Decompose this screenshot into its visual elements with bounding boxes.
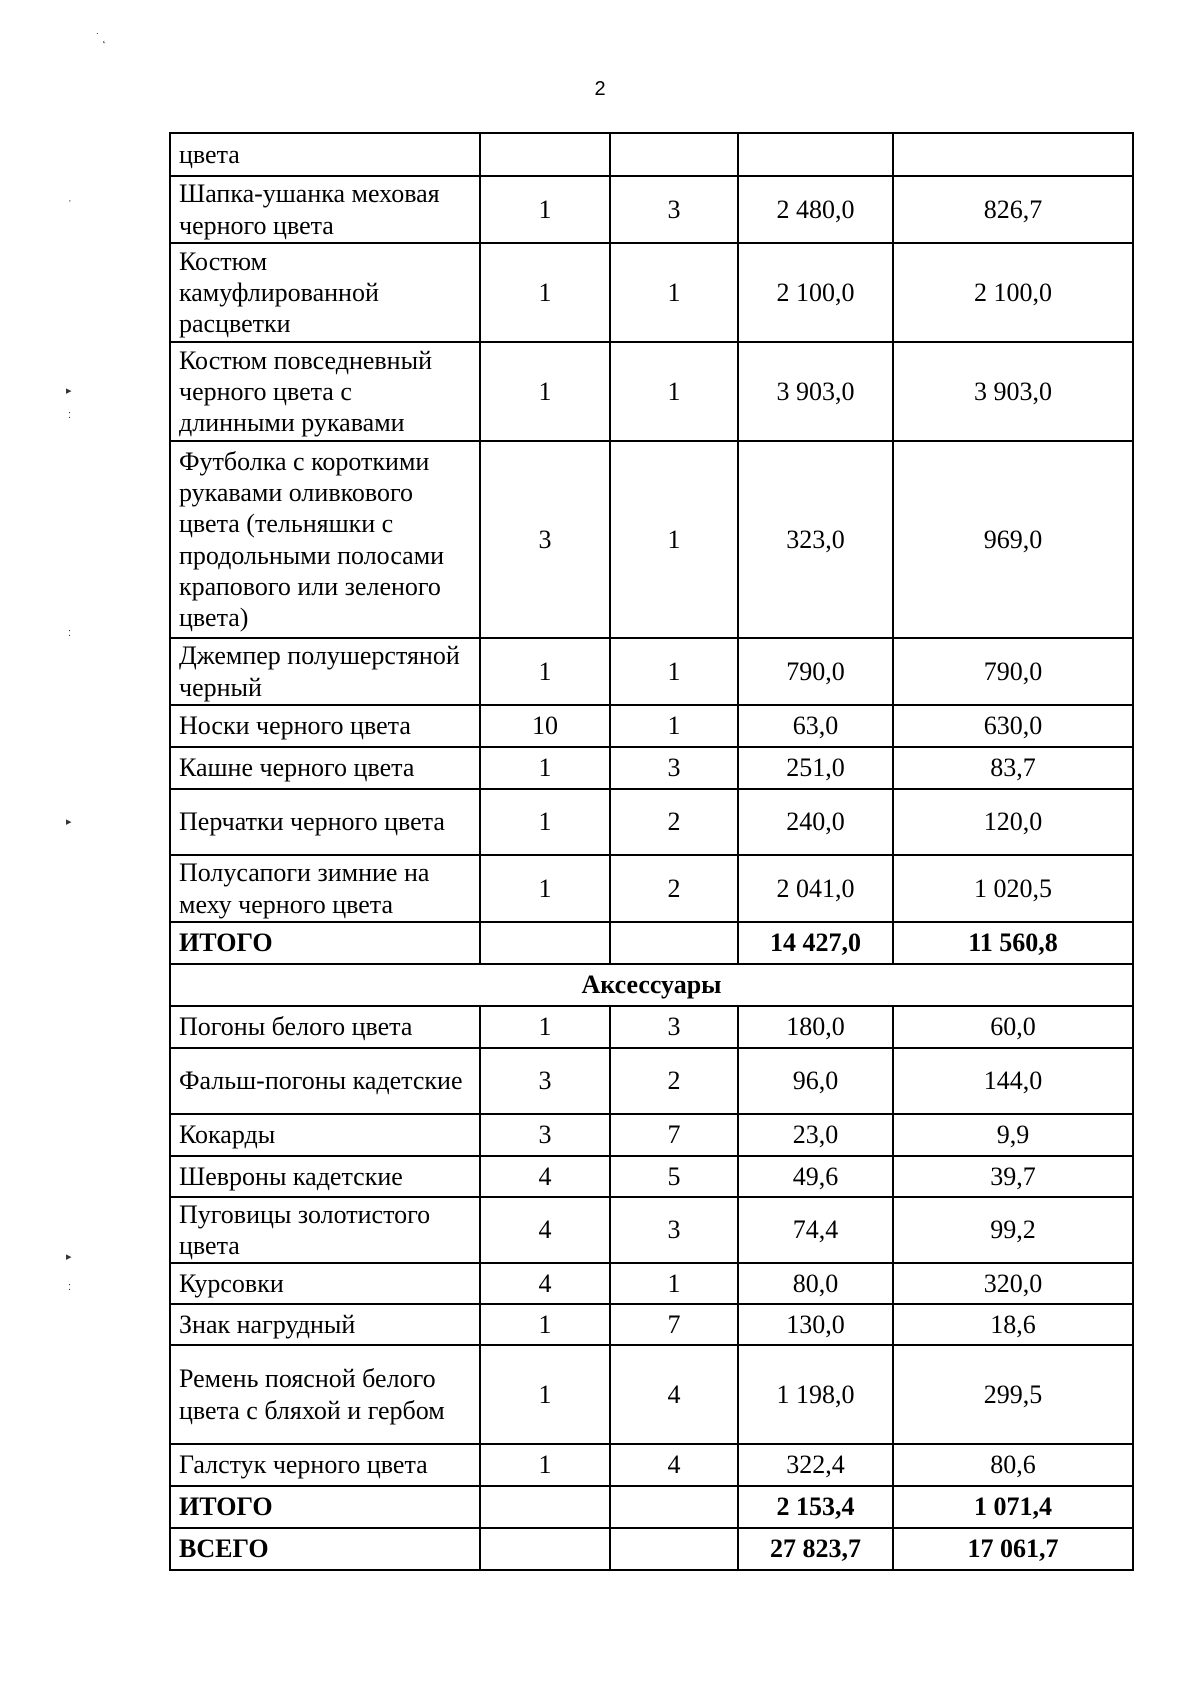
grand-total-label: ВСЕГО xyxy=(170,1528,480,1570)
quantity-cell: 4 xyxy=(480,1263,610,1304)
price-cell: 240,0 xyxy=(738,789,893,855)
item-name-cell: Костюм камуфлированной расцветки xyxy=(170,243,480,342)
item-name-cell: Джемпер полушерстяной черный xyxy=(170,638,480,705)
wear-period-cell: 1 xyxy=(610,1263,738,1304)
price-cell: 2 100,0 xyxy=(738,243,893,342)
annual-cost-cell: 299,5 xyxy=(893,1345,1133,1444)
scan-speck: ˙ ˛ xyxy=(96,32,107,44)
annual-cost-cell: 630,0 xyxy=(893,705,1133,747)
wear-period-cell: 3 xyxy=(610,1006,738,1048)
table-row xyxy=(170,1263,1133,1304)
scan-speck: : xyxy=(68,409,72,421)
price-cell: 130,0 xyxy=(738,1304,893,1345)
scan-speck: · xyxy=(68,195,72,207)
total-price-cell: 14 427,0 xyxy=(738,922,893,964)
grand-total-price-cell: 27 823,7 xyxy=(738,1528,893,1570)
annual-cost-cell: 39,7 xyxy=(893,1156,1133,1197)
quantity-cell xyxy=(480,1528,610,1570)
total-label: ИТОГО xyxy=(170,922,480,964)
wear-period-cell: 7 xyxy=(610,1304,738,1345)
price-cell: 49,6 xyxy=(738,1156,893,1197)
price-cell: 96,0 xyxy=(738,1048,893,1114)
table-row xyxy=(170,1114,1133,1156)
quantity-cell: 1 xyxy=(480,1304,610,1345)
wear-period-cell: 3 xyxy=(610,176,738,243)
table-row xyxy=(170,855,1133,922)
price-cell: 1 198,0 xyxy=(738,1345,893,1444)
quantity-cell: 1 xyxy=(480,1444,610,1486)
quantity-cell: 3 xyxy=(480,1114,610,1156)
table-row xyxy=(170,441,1133,638)
item-name-cell: Фальш-погоны кадетские xyxy=(170,1048,480,1114)
wear-period-cell: 1 xyxy=(610,342,738,441)
wear-period-cell: 4 xyxy=(610,1444,738,1486)
wear-period-cell: 2 xyxy=(610,789,738,855)
quantity-cell: 10 xyxy=(480,705,610,747)
subtotal-row xyxy=(170,922,1133,964)
table-row xyxy=(170,133,1133,176)
wear-period-cell: 1 xyxy=(610,705,738,747)
table-row xyxy=(170,638,1133,705)
quantity-cell xyxy=(480,922,610,964)
table-row xyxy=(170,1197,1133,1263)
annual-cost-cell: 3 903,0 xyxy=(893,342,1133,441)
price-cell: 3 903,0 xyxy=(738,342,893,441)
annual-cost-cell: 9,9 xyxy=(893,1114,1133,1156)
annual-cost-cell: 969,0 xyxy=(893,441,1133,638)
table-row xyxy=(170,1345,1133,1444)
item-name-cell: Знак нагрудный xyxy=(170,1304,480,1345)
annual-cost-cell: 99,2 xyxy=(893,1197,1133,1263)
price-cell: 2 041,0 xyxy=(738,855,893,922)
quantity-cell: 1 xyxy=(480,243,610,342)
annual-cost-cell: 83,7 xyxy=(893,747,1133,789)
item-name-cell: Пуговицы золотистого цвета xyxy=(170,1197,480,1263)
wear-period-cell xyxy=(610,133,738,176)
item-name-cell: Перчатки черного цвета xyxy=(170,789,480,855)
annual-cost-cell: 790,0 xyxy=(893,638,1133,705)
price-cell: 23,0 xyxy=(738,1114,893,1156)
quantity-cell: 4 xyxy=(480,1197,610,1263)
grand-total-annual-cost-cell: 17 061,7 xyxy=(893,1528,1133,1570)
section-title: Аксессуары xyxy=(170,964,1133,1006)
price-cell: 251,0 xyxy=(738,747,893,789)
table-row xyxy=(170,1156,1133,1197)
quantity-cell: 4 xyxy=(480,1156,610,1197)
annual-cost-cell: 2 100,0 xyxy=(893,243,1133,342)
annual-cost-cell: 1 020,5 xyxy=(893,855,1133,922)
table-row xyxy=(170,705,1133,747)
quantity-cell: 1 xyxy=(480,789,610,855)
quantity-cell: 1 xyxy=(480,1006,610,1048)
wear-period-cell: 1 xyxy=(610,638,738,705)
items-table xyxy=(169,132,1134,1571)
item-name-cell: Шапка-ушанка меховая черного цвета xyxy=(170,176,480,243)
item-name-cell: Кокарды xyxy=(170,1114,480,1156)
annual-cost-cell xyxy=(893,133,1133,176)
wear-period-cell: 5 xyxy=(610,1156,738,1197)
annual-cost-cell: 18,6 xyxy=(893,1304,1133,1345)
quantity-cell xyxy=(480,133,610,176)
annual-cost-cell: 120,0 xyxy=(893,789,1133,855)
wear-period-cell: 4 xyxy=(610,1345,738,1444)
annual-cost-cell: 80,6 xyxy=(893,1444,1133,1486)
annual-cost-cell: 320,0 xyxy=(893,1263,1133,1304)
table-row xyxy=(170,1304,1133,1345)
total-annual-cost-cell: 1 071,4 xyxy=(893,1486,1133,1528)
item-name-cell: Шевроны кадетские xyxy=(170,1156,480,1197)
annual-cost-cell: 144,0 xyxy=(893,1048,1133,1114)
item-name-cell: цвета xyxy=(170,133,480,176)
total-annual-cost-cell: 11 560,8 xyxy=(893,922,1133,964)
item-name-cell: Курсовки xyxy=(170,1263,480,1304)
table-row xyxy=(170,747,1133,789)
item-name-cell: Носки черного цвета xyxy=(170,705,480,747)
scan-speck: ▸ xyxy=(66,385,72,397)
annual-cost-cell: 826,7 xyxy=(893,176,1133,243)
item-name-cell: Костюм повседневный черного цвета с длинными рукавами xyxy=(170,342,480,441)
grand-total-row xyxy=(170,1528,1133,1570)
wear-period-cell xyxy=(610,1486,738,1528)
scan-speck: ▸ xyxy=(66,816,72,828)
price-cell: 80,0 xyxy=(738,1263,893,1304)
item-name-cell: Ремень поясной белого цвета с бляхой и гербом xyxy=(170,1345,480,1444)
price-cell: 322,4 xyxy=(738,1444,893,1486)
annual-cost-cell: 60,0 xyxy=(893,1006,1133,1048)
table-row xyxy=(170,243,1133,342)
items-table-body xyxy=(170,133,1133,1570)
quantity-cell: 1 xyxy=(480,747,610,789)
wear-period-cell xyxy=(610,1528,738,1570)
price-cell: 74,4 xyxy=(738,1197,893,1263)
wear-period-cell: 2 xyxy=(610,1048,738,1114)
price-cell: 790,0 xyxy=(738,638,893,705)
quantity-cell xyxy=(480,1486,610,1528)
table-row xyxy=(170,1006,1133,1048)
item-name-cell: Галстук черного цвета xyxy=(170,1444,480,1486)
scan-speck: ▸ xyxy=(66,1251,72,1263)
price-cell: 323,0 xyxy=(738,441,893,638)
scan-speck: : xyxy=(68,627,72,639)
quantity-cell: 1 xyxy=(480,855,610,922)
price-cell: 2 480,0 xyxy=(738,176,893,243)
quantity-cell: 1 xyxy=(480,638,610,705)
wear-period-cell: 1 xyxy=(610,243,738,342)
item-name-cell: Кашне черного цвета xyxy=(170,747,480,789)
total-label: ИТОГО xyxy=(170,1486,480,1528)
wear-period-cell: 3 xyxy=(610,1197,738,1263)
wear-period-cell: 7 xyxy=(610,1114,738,1156)
quantity-cell: 3 xyxy=(480,441,610,638)
table-row xyxy=(170,176,1133,243)
page-number: 2 xyxy=(594,78,606,100)
table-row xyxy=(170,342,1133,441)
total-price-cell: 2 153,4 xyxy=(738,1486,893,1528)
item-name-cell: Футболка с короткими рукавами оливкового цвета (тельняшки с продольными полосами крапового или зеленого цвета) xyxy=(170,441,480,638)
item-name-cell: Погоны белого цвета xyxy=(170,1006,480,1048)
price-cell xyxy=(738,133,893,176)
subtotal-row xyxy=(170,1486,1133,1528)
price-cell: 180,0 xyxy=(738,1006,893,1048)
wear-period-cell: 3 xyxy=(610,747,738,789)
table-row xyxy=(170,789,1133,855)
wear-period-cell: 1 xyxy=(610,441,738,638)
quantity-cell: 1 xyxy=(480,342,610,441)
item-name-cell: Полусапоги зимние на меху черного цвета xyxy=(170,855,480,922)
quantity-cell: 1 xyxy=(480,1345,610,1444)
table-row xyxy=(170,1048,1133,1114)
quantity-cell: 1 xyxy=(480,176,610,243)
price-cell: 63,0 xyxy=(738,705,893,747)
quantity-cell: 3 xyxy=(480,1048,610,1114)
table-row xyxy=(170,1444,1133,1486)
section-header-row xyxy=(170,964,1133,1006)
wear-period-cell xyxy=(610,922,738,964)
scan-speck: : xyxy=(68,1281,72,1293)
wear-period-cell: 2 xyxy=(610,855,738,922)
